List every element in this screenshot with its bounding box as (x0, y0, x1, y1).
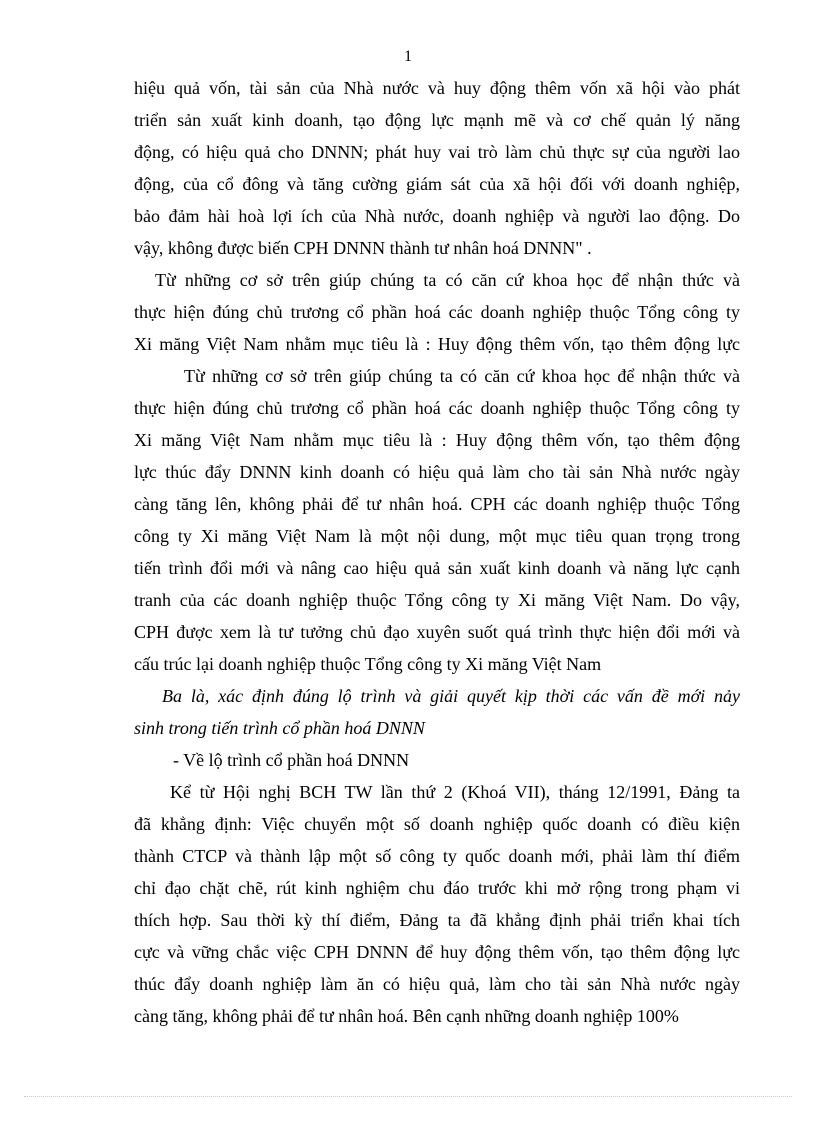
text-line: động, của cổ đông và tăng cường giám sát của xã hội đối với doanh nghiệp, (134, 174, 740, 194)
text-line: CPH được xem là tư tưởng chủ đạo xuyên suốt quá trình thực hiện đổi mới và (134, 622, 740, 642)
text-line: hiệu quả vốn, tài sản của Nhà nước và huy động thêm vốn xã hội vào phát (134, 78, 740, 98)
text-line: cực và vững chắc việc CPH DNNN để huy động thêm vốn, tạo thêm động lực (134, 942, 740, 962)
text-line: càng tăng, không phải để tư nhân hoá. Bên cạnh những doanh nghiệp 100% (134, 1006, 679, 1026)
page-bottom-divider (24, 1096, 792, 1097)
text-line: công ty Xi măng Việt Nam là một nội dung, một mục tiêu quan trọng trong (134, 526, 740, 546)
text-line: thực hiện đúng chủ trương cổ phần hoá các doanh nghiệp thuộc Tổng công ty (134, 398, 740, 418)
text-line: triển sản xuất kinh doanh, tạo động lực mạnh mẽ và cơ chế quản lý năng (134, 110, 740, 130)
page-number: 1 (404, 48, 412, 65)
text-line: thích hợp. Sau thời kỳ thí điểm, Đảng ta đã khẳng định phải triển khai tích (134, 910, 740, 930)
text-line: động, có hiệu quả cho DNNN; phát huy vai trò làm chủ thực sự của người lao (134, 142, 740, 162)
text-line: sinh trong tiến trình cổ phần hoá DNNN (134, 718, 425, 738)
text-line: Ba là, xác định đúng lộ trình và giải quyết kịp thời các vấn đề mới nảy (162, 686, 740, 706)
document-body (134, 72, 740, 1032)
text-line: cấu trúc lại doanh nghiệp thuộc Tổng công ty Xi măng Việt Nam (134, 654, 602, 674)
text-line: thực hiện đúng chủ trương cổ phần hoá các doanh nghiệp thuộc Tổng công ty (134, 302, 740, 322)
text-line: thúc đẩy doanh nghiệp làm ăn có hiệu quả, làm cho tài sản Nhà nước ngày (134, 974, 740, 994)
text-line: vậy, không được biến CPH DNNN thành tư nhân hoá DNNN" . (134, 238, 592, 258)
text-line: càng tăng lên, không phải để tư nhân hoá. CPH các doanh nghiệp thuộc Tổng (134, 494, 740, 514)
text-line: Xi măng Việt Nam nhằm mục tiêu là : Huy động thêm vốn, tạo thêm động (134, 430, 740, 450)
text-line: Kể từ Hội nghị BCH TW lần thứ 2 (Khoá VII), tháng 12/1991, Đảng ta (170, 782, 740, 802)
text-line: thành CTCP và thành lập một số công ty quốc doanh mới, phải làm thí điểm (134, 846, 740, 866)
text-line: bảo đảm hài hoà lợi ích của Nhà nước, doanh nghiệp và người lao động. Do (134, 206, 740, 226)
text-line: Từ những cơ sở trên giúp chúng ta có căn cứ khoa học để nhận thức và (184, 366, 740, 386)
text-line: tranh của các doanh nghiệp thuộc Tổng công ty Xi măng Việt Nam. Do vậy, (134, 590, 740, 610)
text-line: chỉ đạo chặt chẽ, rút kinh nghiệm chu đáo trước khi mở rộng trong phạm vi (134, 878, 740, 898)
text-line: Từ những cơ sở trên giúp chúng ta có căn cứ khoa học để nhận thức và (155, 270, 740, 290)
text-line: - Về lộ trình cổ phần hoá DNNN (173, 750, 410, 770)
text-line: đã khẳng định: Việc chuyển một số doanh nghiệp quốc doanh có điều kiện (134, 814, 740, 834)
text-line: tiến trình đổi mới và nâng cao hiệu quả sản xuất kinh doanh và năng lực cạnh (134, 558, 740, 578)
text-line: Xi măng Việt Nam nhằm mục tiêu là : Huy động thêm vốn, tạo thêm động lực (134, 334, 740, 354)
text-line: lực thúc đẩy DNNN kinh doanh có hiệu quả làm cho tài sản Nhà nước ngày (134, 462, 740, 482)
